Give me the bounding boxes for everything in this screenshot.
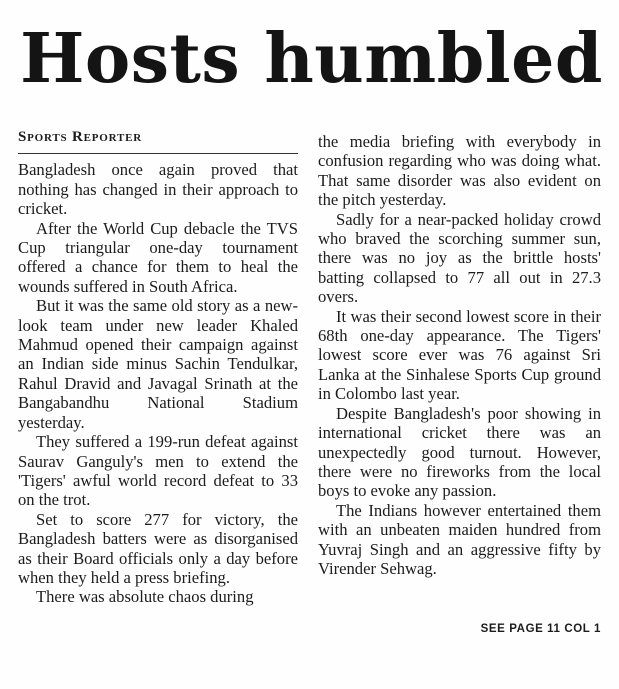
byline-text: Sports Reporter [18, 129, 142, 145]
continuation-note[interactable]: SEE PAGE 11 COL 1 [480, 623, 601, 635]
paragraph: Set to score 277 for victory, the Bangladesh batters were as disorganised as their Board officials only a day before when they held a press briefing. [18, 509, 298, 587]
paragraph: It was their second lowest score in their 68th one-day appearance. The Tigers' lowest score ever was 76 against Sri Lanka at the Sinhalese Sports Cup ground in Colombo last year. [318, 306, 601, 404]
headline: Hosts humbled [20, 19, 603, 99]
paragraph: They suffered a 199-run defeat against Saurav Ganguly's men to extend the 'Tigers' awful world record defeat to 33 on the trot. [18, 432, 298, 510]
paragraph: The Indians however entertained them with an unbeaten maiden hundred from Yuvraj Singh and an aggressive fifty by Virender Sehwag. [318, 500, 601, 578]
paragraph: Sadly for a near-packed holiday crowd who braved the scorching summer sun, there was no joy as the brittle hosts' batting collapsed to 77 all out in 27.3 overs. [318, 209, 601, 307]
paragraph: After the World Cup debacle the TVS Cup triangular one-day tournament offered a chance for them to heal the wounds suffered in South Africa. [18, 218, 298, 296]
paragraph: But it was the same old story as a new-look team under new leader Khaled Mahmud opened their campaign against an Indian side minus Sachin Tendulkar, Rahul Dravid and Javagal Srinath at the Bangabandhu National Stadium yesterday. [18, 296, 298, 432]
paragraph: Despite Bangladesh's poor showing in international cricket there was an unexpectedly good turnout. However, there were no fireworks from the local boys to evoke any passion. [318, 403, 601, 501]
paragraph: the media briefing with everybody in confusion regarding who was doing what. That same disorder was also evident on the pitch yesterday. [318, 132, 601, 210]
byline [18, 128, 298, 154]
paragraph: Bangladesh once again proved that nothing has changed in their approach to cricket. [18, 160, 298, 219]
paragraph: There was absolute chaos during [36, 587, 254, 607]
left-column [18, 128, 298, 607]
right-column [318, 132, 601, 578]
